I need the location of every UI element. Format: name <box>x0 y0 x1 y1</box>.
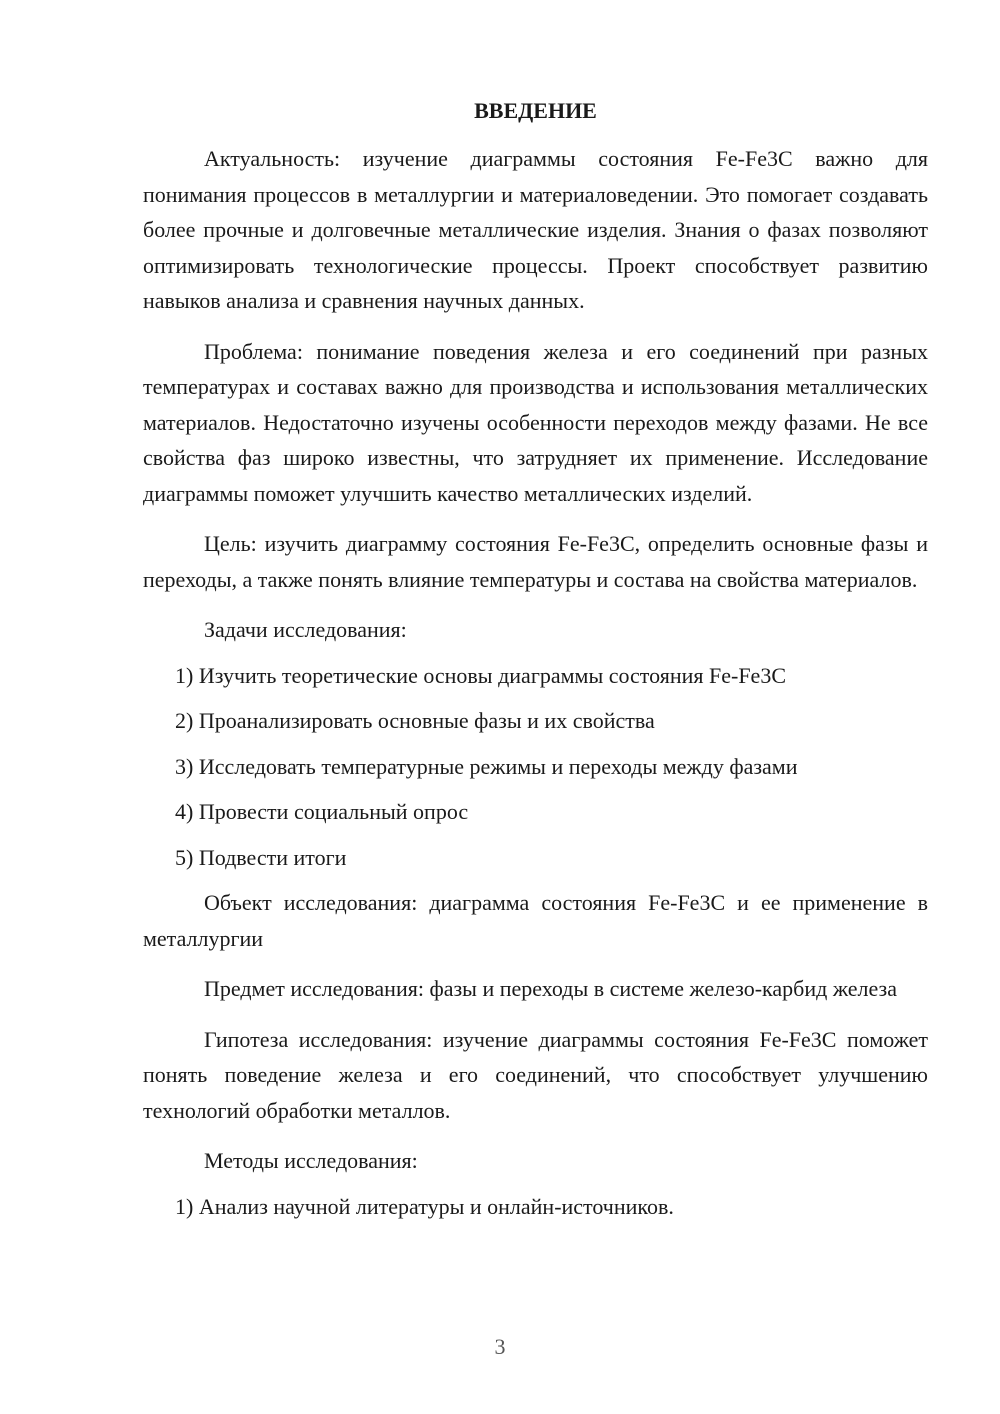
list-item: 3) Исследовать температурные режимы и переходы между фазами <box>175 753 798 779</box>
list-item: 2) Проанализировать основные фазы и их свойства <box>175 708 655 733</box>
page-number: 3 <box>494 1334 506 1359</box>
tasks-list <box>143 658 928 876</box>
paragraph-hypothesis: Гипотеза исследования: изучение диаграммы состояния Fe-Fe3C поможет понять поведение железа и его соединений, что способствует улучшению технологий обработки металлов. <box>143 1026 928 1123</box>
paragraph-relevance: Актуальность: изучение диаграммы состояния Fe-Fe3C важно для понимания процессов в металлургии и материаловедении. Это помогает создавать более прочные и долговечные металлические изделия. Знания о фазах позволяют оптимизировать технологические процессы. Проект способствует развитию навыков анализа и сравнения научных данных. <box>143 146 928 313</box>
list-item: 4) Провести социальный опрос <box>175 799 469 824</box>
paragraph-object: Объект исследования: диаграмма состояния Fe-Fe3C и ее применение в металлургии <box>143 890 928 951</box>
methods-label: Методы исследования: <box>204 1148 418 1173</box>
paragraph-goal: Цель: изучить диаграмму состояния Fe-Fe3C, определить основные фазы и переходы, а также понять влияние температуры и состава на свойства материалов. <box>143 531 928 592</box>
methods-list <box>143 1189 928 1225</box>
list-item: 1) Анализ научной литературы и онлайн-источников. <box>175 1193 674 1219</box>
list-item: 1) Изучить теоретические основы диаграммы состояния Fe-Fe3C <box>175 662 786 688</box>
tasks-label: Задачи исследования: <box>204 617 407 642</box>
paragraph-problem: Проблема: понимание поведения железа и его соединений при разных температурах и составах важно для производства и использования металлических материалов. Недостаточно изучены особенности переходов между фазами. Не все свойства фаз широко известны, что затрудняет их применение. Исследование диаграммы поможет улучшить качество металлических изделий. <box>143 338 928 506</box>
document-body <box>143 141 928 1234</box>
page-heading: ВВЕДЕНИЕ <box>474 98 597 123</box>
list-item: 5) Подвести итоги <box>175 844 347 870</box>
paragraph-subject: Предмет исследования: фазы и переходы в системе железо-карбид железа <box>204 976 897 1001</box>
